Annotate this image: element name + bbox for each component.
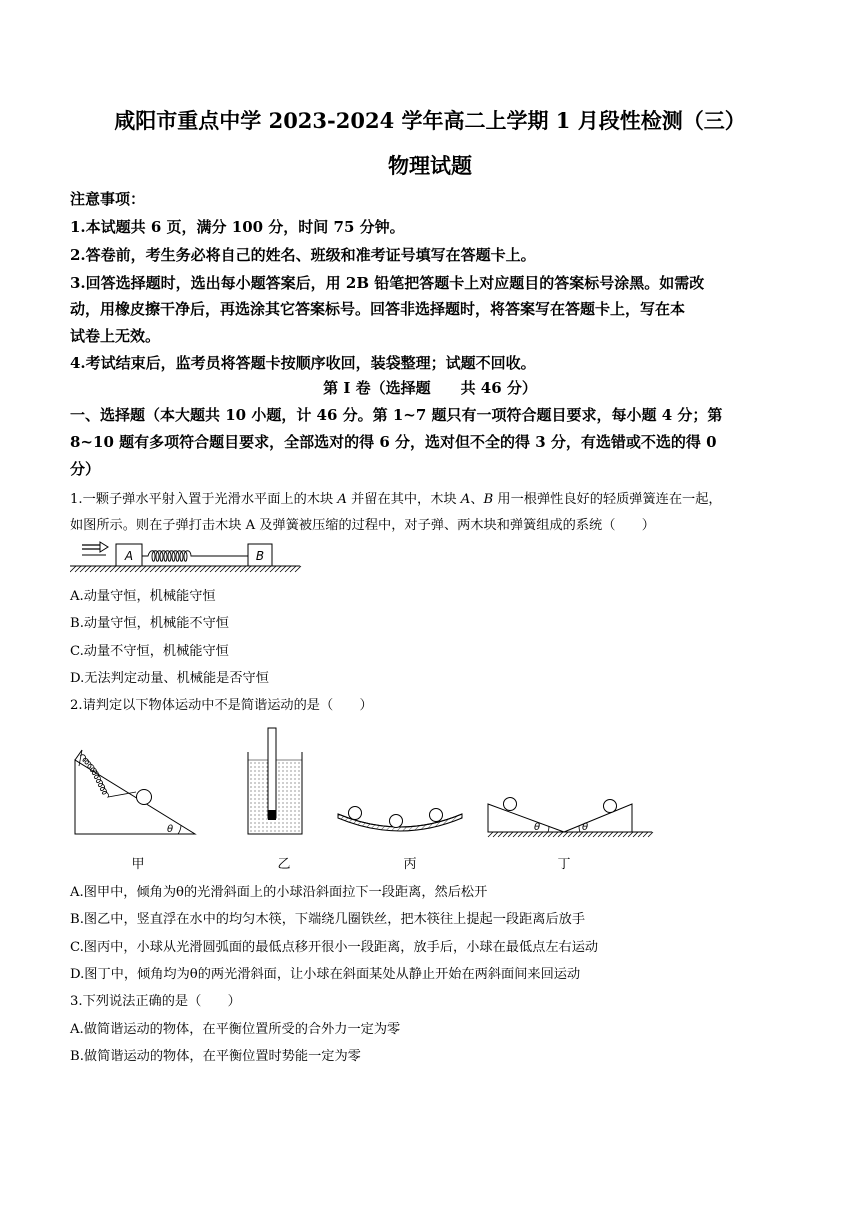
hatch-mark bbox=[230, 566, 236, 572]
q1-var: B bbox=[483, 492, 494, 507]
notice-item: 1.本试题共 6 页，满分 100 分，时间 75 分钟。 bbox=[70, 218, 405, 236]
hatch-mark bbox=[175, 566, 181, 572]
hatch-mark bbox=[543, 832, 548, 837]
figure-bing bbox=[338, 807, 462, 832]
hatch-mark bbox=[245, 566, 251, 572]
q2-option-c: C.图丙中，小球从光滑圆弧面的最低点移开很小一段距离，放手后，小球在最低点左右运动 bbox=[70, 940, 599, 955]
hatch-mark bbox=[275, 566, 281, 572]
q1-option-c: C.动量不守恒，机械能守恒 bbox=[70, 644, 229, 659]
q2-option-a: A.图甲中，倾角为θ的光滑斜面上的小球沿斜面拉下一段距离，然后松开 bbox=[70, 885, 488, 900]
section-heading: 一、选择题（本大题共 10 小题，计 46 分。第 1~7 题只有一项符合题目要求，每小题 4 分；第 bbox=[70, 406, 723, 424]
hatch-mark bbox=[493, 832, 498, 837]
hatch-mark bbox=[215, 566, 221, 572]
hatch-mark bbox=[563, 832, 568, 837]
hatch-mark bbox=[225, 566, 231, 572]
hatch-mark bbox=[280, 566, 286, 572]
hatch-mark bbox=[180, 566, 186, 572]
q1-text: 、 bbox=[470, 492, 484, 507]
question-2-stem: 2.请判定以下物体运动中不是简谐运动的是（ ） bbox=[70, 698, 373, 713]
q1-text: 1.一颗子弹水平射入置于光滑水平面上的木块 bbox=[70, 492, 334, 507]
exam-title: 咸阳市重点中学 2023-2024 学年高二上学期 1 月段性检测（三） bbox=[114, 108, 746, 133]
section-heading: 8~10 题有多项符合题目要求，全部选对的得 6 分，选对但不全的得 3 分，有选错或不选的得 0 bbox=[70, 433, 717, 451]
figure-yi bbox=[248, 728, 302, 834]
hatch-mark bbox=[638, 832, 643, 837]
hatch-mark bbox=[265, 566, 271, 572]
notice-heading: 注意事项： bbox=[70, 190, 146, 208]
section-heading: 分） bbox=[70, 460, 101, 478]
hatch-mark bbox=[195, 566, 201, 572]
hatch-mark bbox=[573, 832, 578, 837]
notice-item: 4.考试结束后，监考员将答题卡按顺序收回，装袋整理；试题不回收。 bbox=[70, 354, 536, 372]
hatch-mark bbox=[80, 566, 86, 572]
q1-option-b: B.动量守恒，机械能不守恒 bbox=[70, 616, 229, 631]
q1-text: 并留在其中，木块 bbox=[351, 492, 457, 507]
hatch-mark bbox=[185, 566, 191, 572]
hatch-mark bbox=[95, 566, 101, 572]
hatch-mark bbox=[200, 566, 206, 572]
figure-label-bing: 丙 bbox=[403, 857, 417, 872]
hatch-mark bbox=[205, 566, 211, 572]
notice-item: 2.答卷前，考生务必将自己的姓名、班级和准考证号填写在答题卡上。 bbox=[70, 246, 536, 264]
hatch-mark bbox=[190, 566, 196, 572]
hatch-mark bbox=[290, 566, 296, 572]
hatch-mark bbox=[648, 832, 653, 837]
q1-var: A bbox=[337, 492, 347, 507]
hatch-mark bbox=[120, 566, 126, 572]
q1-option-d: D.无法判定动量、机械能是否守恒 bbox=[70, 671, 269, 686]
q1-figure bbox=[70, 538, 302, 580]
hatch-mark bbox=[105, 566, 111, 572]
hatch-mark bbox=[240, 566, 246, 572]
notice-item: 试卷上无效。 bbox=[70, 327, 161, 345]
hatch-mark bbox=[85, 566, 91, 572]
hatch-mark bbox=[548, 832, 553, 837]
hatch-mark bbox=[260, 566, 266, 572]
exam-subject: 物理试题 bbox=[388, 153, 472, 178]
hatch-mark bbox=[235, 566, 241, 572]
hatch-mark bbox=[633, 832, 638, 837]
ground-hatch bbox=[70, 566, 301, 572]
hatch-mark bbox=[528, 832, 533, 837]
figure-jia bbox=[75, 750, 195, 835]
hatch-mark bbox=[628, 832, 633, 837]
bullet-arrow-icon bbox=[82, 542, 108, 555]
block-a-label: A bbox=[124, 549, 134, 563]
hatch-mark bbox=[603, 832, 608, 837]
block-b-label: B bbox=[255, 549, 265, 563]
hatch-mark bbox=[523, 832, 528, 837]
hatch-mark bbox=[165, 566, 171, 572]
volume-heading: 第 I 卷（选择题 共 46 分） bbox=[323, 379, 537, 397]
q3-option-b: B.做简谐运动的物体，在平衡位置时势能一定为零 bbox=[70, 1049, 361, 1064]
hatch-mark bbox=[125, 566, 131, 572]
hatch-mark bbox=[100, 566, 106, 572]
hatch-mark bbox=[90, 566, 96, 572]
q2-figures bbox=[70, 722, 660, 872]
hatch-mark bbox=[145, 566, 151, 572]
hatch-mark bbox=[110, 566, 116, 572]
figure-label-yi: 乙 bbox=[277, 857, 291, 872]
hatch-mark bbox=[598, 832, 603, 837]
hatch-mark bbox=[115, 566, 121, 572]
hatch-mark bbox=[285, 566, 291, 572]
hatch-mark bbox=[220, 566, 226, 572]
hatch-mark bbox=[135, 566, 141, 572]
q1-var: A bbox=[460, 492, 471, 507]
notice-item: 动，用橡皮擦干净后，再选涂其它答案标号。回答非选择题时，将答案写在答题卡上，写在本 bbox=[70, 300, 686, 318]
hatch-mark bbox=[513, 832, 518, 837]
q1-text: 用一根弹性良好的轻质弹簧连在一起， bbox=[497, 492, 722, 507]
hatch-mark bbox=[140, 566, 146, 572]
theta-label: θ bbox=[582, 822, 589, 833]
hatch-mark bbox=[503, 832, 508, 837]
theta-label: θ bbox=[534, 822, 541, 833]
q1-option-a: A.动量守恒，机械能守恒 bbox=[70, 589, 216, 604]
hatch-mark bbox=[518, 832, 523, 837]
theta-label: θ bbox=[167, 824, 174, 835]
question-1-stem-line2: 如图所示。则在子弹打击木块 A 及弹簧被压缩的过程中，对子弹、两木块和弹簧组成的系统（ ） bbox=[70, 518, 655, 533]
hatch-mark bbox=[553, 832, 558, 837]
hatch-mark bbox=[498, 832, 503, 837]
q3-option-a: A.做简谐运动的物体，在平衡位置所受的合外力一定为零 bbox=[70, 1022, 401, 1037]
hatch-mark bbox=[643, 832, 648, 837]
hatch-mark bbox=[488, 832, 493, 837]
notice-item: 3.回答选择题时，选出每小题答案后，用 2B 铅笔把答题卡上对应题目的答案标号涂黑。如需改 bbox=[70, 274, 705, 292]
spring bbox=[142, 551, 248, 562]
figure-label-ding: 丁 bbox=[557, 857, 571, 872]
hatch-mark bbox=[255, 566, 261, 572]
hatch-mark bbox=[75, 566, 81, 572]
hatch-mark bbox=[558, 832, 563, 837]
hatch-mark bbox=[170, 566, 176, 572]
hatch-mark bbox=[608, 832, 613, 837]
hatch-mark bbox=[618, 832, 623, 837]
hatch-mark bbox=[130, 566, 136, 572]
hatch-mark bbox=[613, 832, 618, 837]
q2-option-d: D.图丁中，倾角均为θ的两光滑斜面，让小球在斜面某处从静止开始在两斜面间来回运动 bbox=[70, 967, 581, 982]
hatch-mark bbox=[160, 566, 166, 572]
figure-ding bbox=[488, 798, 653, 838]
figure-label-jia: 甲 bbox=[131, 857, 145, 872]
hatch-mark bbox=[155, 566, 161, 572]
hatch-mark bbox=[593, 832, 598, 837]
hatch-mark bbox=[295, 566, 301, 572]
question-1-stem bbox=[70, 488, 800, 507]
hatch-mark bbox=[568, 832, 573, 837]
hatch-mark bbox=[270, 566, 276, 572]
hatch-mark bbox=[70, 566, 76, 572]
hatch-mark bbox=[623, 832, 628, 837]
hatch-mark bbox=[508, 832, 513, 837]
hatch-mark bbox=[150, 566, 156, 572]
question-3-stem: 3.下列说法正确的是（ ） bbox=[70, 994, 241, 1009]
hatch-mark bbox=[210, 566, 216, 572]
hatch-mark bbox=[588, 832, 593, 837]
q2-option-b: B.图乙中，竖直浮在水中的均匀木筷，下端绕几圈铁丝，把木筷往上提起一段距离后放手 bbox=[70, 912, 586, 927]
hatch-mark bbox=[250, 566, 256, 572]
